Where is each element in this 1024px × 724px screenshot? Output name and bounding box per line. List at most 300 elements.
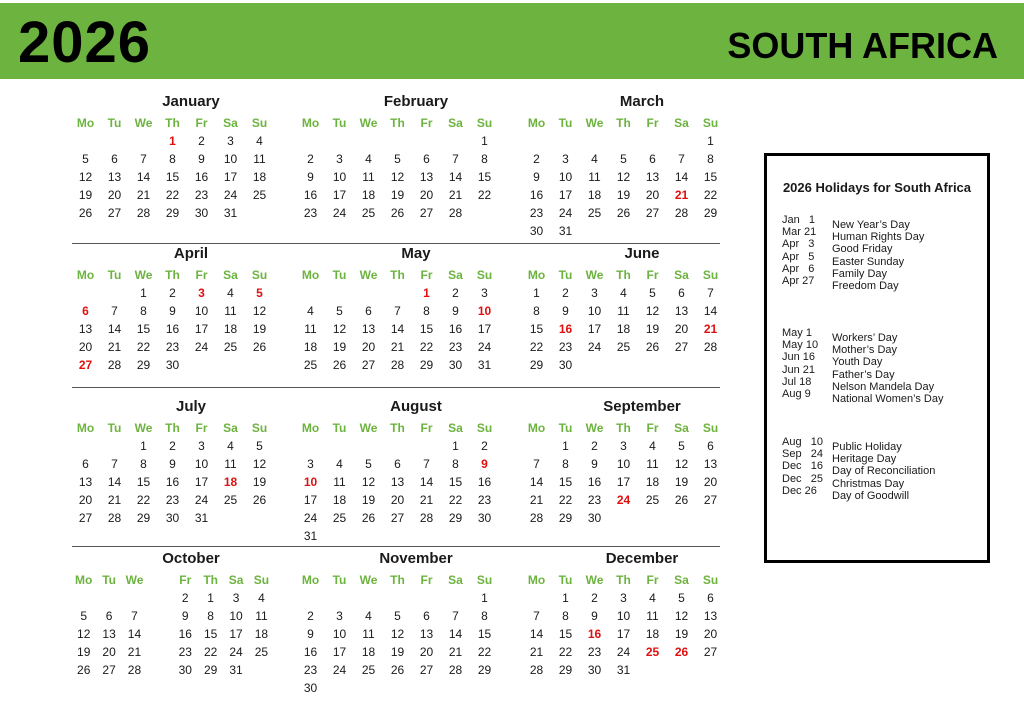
day-cell	[71, 437, 100, 455]
day-cell: 8	[452, 457, 459, 471]
day-cell: 7	[423, 457, 430, 471]
week-row	[71, 509, 287, 527]
day-cell: 15	[529, 322, 544, 336]
day-cell: 4	[256, 134, 263, 148]
day-cell: 14	[703, 304, 718, 318]
weekday-label: Mo	[76, 268, 95, 282]
weekday-label: Sa	[223, 268, 238, 282]
day-cell: 4	[365, 609, 372, 623]
day-cell: 19	[252, 322, 267, 336]
day-cell: 10	[332, 170, 347, 184]
day-cell: 23	[477, 493, 492, 507]
day-cell: 22	[448, 493, 463, 507]
holiday-name: Family Day	[832, 267, 888, 280]
day-cell	[609, 222, 638, 240]
day-cell: 30	[587, 511, 602, 525]
day-cell: 22	[558, 645, 573, 659]
day-cell: 26	[361, 511, 376, 525]
weekday-header	[296, 569, 512, 589]
day-cell: 16	[165, 322, 180, 336]
week-row	[71, 455, 287, 473]
holiday-row	[782, 214, 924, 231]
weekday-label: Su	[702, 573, 719, 587]
day-cell: 15	[419, 322, 434, 336]
day-cell	[245, 509, 274, 527]
day-cell: 12	[332, 322, 347, 336]
day-cell: 8	[562, 609, 569, 623]
week-row	[296, 473, 512, 491]
month-february	[296, 92, 512, 222]
day-cell: 5	[394, 609, 401, 623]
weekday-label: Th	[390, 421, 405, 435]
day-cell	[609, 509, 638, 527]
day-cell	[383, 284, 412, 302]
weekday-label: Su	[476, 268, 493, 282]
day-cell: 4	[649, 591, 656, 605]
day-cell: 17	[616, 627, 631, 641]
day-cell	[696, 222, 725, 240]
day-cell: 25	[645, 493, 660, 507]
day-cell	[522, 132, 551, 150]
row-divider	[72, 387, 720, 388]
holiday-day-cell: 25	[645, 645, 660, 659]
weekday-header	[522, 264, 738, 284]
day-cell: 9	[591, 457, 598, 471]
day-cell: 22	[136, 493, 151, 507]
day-cell: 23	[587, 493, 602, 507]
day-cell: 23	[587, 645, 602, 659]
day-cell: 2	[169, 439, 176, 453]
day-cell	[100, 284, 129, 302]
day-cell: 30	[165, 511, 180, 525]
day-cell: 17	[229, 627, 243, 641]
day-cell: 13	[78, 322, 93, 336]
day-cell: 25	[616, 340, 631, 354]
day-cell: 7	[452, 152, 459, 166]
day-cell: 10	[229, 609, 243, 623]
day-cell: 3	[227, 134, 234, 148]
day-cell: 28	[529, 663, 544, 677]
day-cell: 30	[448, 358, 463, 372]
day-cell: 12	[674, 457, 689, 471]
weekday-label: Th	[165, 268, 180, 282]
week-row	[71, 437, 287, 455]
day-cell: 21	[448, 188, 463, 202]
day-cell: 30	[178, 663, 192, 677]
weekday-label: Su	[702, 268, 719, 282]
day-cell: 6	[678, 286, 685, 300]
week-row	[296, 679, 512, 697]
day-cell: 18	[361, 645, 376, 659]
holiday-date: May 10	[782, 339, 819, 352]
weekday-header	[522, 112, 738, 132]
week-row	[296, 132, 512, 150]
week-row	[522, 284, 738, 302]
holiday-name: Freedom Day	[832, 279, 899, 292]
month-title: February	[383, 93, 449, 110]
day-cell: 19	[616, 188, 631, 202]
holiday-day-cell: 10	[303, 475, 318, 489]
day-cell: 2	[307, 609, 314, 623]
day-cell: 28	[448, 206, 463, 220]
day-cell: 25	[223, 340, 238, 354]
weekday-header	[522, 417, 738, 437]
day-cell: 28	[390, 358, 405, 372]
week-row	[71, 356, 287, 374]
day-cell: 17	[194, 475, 209, 489]
day-cell: 13	[703, 609, 718, 623]
day-cell: 13	[107, 170, 122, 184]
day-cell: 29	[477, 663, 492, 677]
day-cell: 10	[194, 457, 209, 471]
day-cell: 29	[136, 358, 151, 372]
day-cell: 4	[620, 286, 627, 300]
day-cell: 1	[452, 439, 459, 453]
day-cell: 1	[562, 439, 569, 453]
day-cell: 25	[361, 206, 376, 220]
holiday-group	[782, 327, 944, 405]
weekday-label: We	[359, 268, 378, 282]
holiday-name: Nelson Mandela Day	[832, 380, 935, 393]
holiday-name: Christmas Day	[832, 477, 905, 490]
day-cell	[609, 132, 638, 150]
day-cell: 10	[332, 627, 347, 641]
day-cell: 15	[477, 627, 492, 641]
day-cell: 12	[616, 170, 631, 184]
day-cell: 11	[253, 152, 266, 166]
week-row	[71, 150, 287, 168]
holiday-date: Dec 16	[782, 460, 823, 473]
weekday-header	[296, 417, 512, 437]
day-cell: 28	[674, 206, 689, 220]
weekday-label: We	[134, 421, 153, 435]
weekday-label: Mo	[301, 116, 320, 130]
day-cell	[470, 679, 499, 697]
day-cell: 12	[361, 475, 376, 489]
day-cell: 24	[303, 511, 318, 525]
day-cell	[412, 679, 441, 697]
week-row	[296, 204, 512, 222]
day-cell: 20	[78, 340, 93, 354]
day-cell: 30	[587, 663, 602, 677]
day-cell: 29	[448, 511, 463, 525]
week-row	[71, 607, 287, 625]
month-title: November	[379, 550, 453, 567]
week-row	[522, 132, 738, 150]
week-row	[296, 589, 512, 607]
day-cell: 3	[336, 609, 343, 623]
day-cell: 8	[423, 304, 430, 318]
weekday-label: We	[585, 268, 604, 282]
day-cell: 8	[140, 304, 147, 318]
day-cell: 17	[616, 475, 631, 489]
day-cell: 27	[107, 206, 122, 220]
week-row	[522, 625, 738, 643]
day-cell: 3	[481, 286, 488, 300]
day-cell: 15	[703, 170, 718, 184]
holiday-date: Apr 3	[782, 238, 815, 251]
holiday-day-cell: 9	[481, 457, 488, 471]
day-cell: 27	[645, 206, 660, 220]
month-title: December	[605, 550, 679, 567]
day-cell: 9	[452, 304, 459, 318]
day-cell: 30	[165, 358, 180, 372]
day-cell: 1	[533, 286, 540, 300]
week-row	[522, 222, 738, 240]
day-cell	[412, 132, 441, 150]
day-cell	[412, 437, 441, 455]
day-cell: 15	[477, 170, 492, 184]
day-cell: 10	[616, 609, 631, 623]
day-cell: 16	[303, 188, 318, 202]
day-cell: 1	[707, 134, 714, 148]
day-cell	[383, 437, 412, 455]
row-divider	[72, 243, 720, 244]
week-row	[71, 132, 287, 150]
day-cell: 4	[365, 152, 372, 166]
day-cell: 28	[419, 511, 434, 525]
holiday-day-cell: 16	[587, 627, 602, 641]
day-cell: 28	[107, 358, 122, 372]
day-cell: 13	[419, 170, 434, 184]
day-cell	[383, 527, 412, 545]
day-cell	[354, 437, 383, 455]
holiday-day-cell: 26	[674, 645, 689, 659]
holiday-day-cell: 1	[423, 286, 430, 300]
day-cell	[638, 661, 667, 679]
day-cell: 17	[194, 322, 209, 336]
day-cell: 13	[674, 304, 689, 318]
day-cell: 21	[448, 645, 463, 659]
day-cell: 7	[678, 152, 685, 166]
month-january	[71, 92, 287, 222]
day-cell: 31	[223, 206, 238, 220]
header-banner	[0, 3, 1024, 79]
day-cell: 4	[227, 286, 234, 300]
holiday-date: May 1	[782, 327, 812, 339]
day-cell: 3	[336, 152, 343, 166]
week-row	[296, 168, 512, 186]
weekday-label: We	[585, 116, 604, 130]
day-cell: 28	[703, 340, 718, 354]
day-cell: 12	[252, 457, 267, 471]
week-row	[522, 455, 738, 473]
day-cell: 20	[390, 493, 405, 507]
weekday-label: Sa	[674, 116, 689, 130]
holiday-date: Dec 25	[782, 472, 823, 485]
day-cell: 6	[365, 304, 372, 318]
weekday-label: Fr	[195, 421, 208, 435]
day-cell: 29	[558, 663, 573, 677]
holiday-date: Apr 6	[782, 262, 815, 275]
day-cell: 11	[617, 304, 630, 318]
day-cell: 21	[529, 493, 544, 507]
day-cell	[638, 509, 667, 527]
weekday-label: Sa	[674, 268, 689, 282]
day-cell: 13	[78, 475, 93, 489]
day-cell: 22	[477, 645, 492, 659]
day-cell: 24	[223, 188, 238, 202]
day-cell: 8	[481, 609, 488, 623]
day-cell: 24	[332, 663, 347, 677]
day-cell: 24	[229, 645, 243, 659]
day-cell: 30	[303, 681, 318, 695]
day-cell: 31	[194, 511, 209, 525]
day-cell: 15	[136, 322, 151, 336]
day-cell: 28	[448, 663, 463, 677]
weekday-label: Su	[702, 116, 719, 130]
weekday-label: Th	[390, 268, 405, 282]
holiday-day-cell: 1	[169, 134, 176, 148]
day-cell: 19	[78, 188, 93, 202]
country-title: SOUTH AFRICA	[727, 25, 998, 66]
day-cell: 1	[562, 591, 569, 605]
month-march	[522, 92, 738, 240]
week-row	[522, 356, 738, 374]
day-cell: 16	[587, 475, 602, 489]
weekday-label: Tu	[332, 268, 347, 282]
week-row	[296, 643, 512, 661]
day-cell: 30	[529, 224, 544, 238]
weekday-header	[71, 112, 287, 132]
day-cell	[522, 589, 551, 607]
holiday-name: National Women’s Day	[832, 392, 944, 405]
day-cell: 16	[448, 322, 463, 336]
day-cell: 23	[558, 340, 573, 354]
day-cell: 19	[674, 475, 689, 489]
weekday-label	[147, 569, 172, 589]
day-cell: 10	[616, 457, 631, 471]
day-cell: 29	[558, 511, 573, 525]
week-row	[296, 302, 512, 320]
weekday-label: Tu	[332, 116, 347, 130]
week-row	[522, 589, 738, 607]
weekday-label: We	[125, 573, 144, 587]
day-cell: 7	[140, 152, 147, 166]
day-cell	[667, 356, 696, 374]
holiday-row	[782, 436, 935, 453]
day-cell: 18	[645, 475, 660, 489]
day-cell: 25	[223, 493, 238, 507]
day-cell: 16	[529, 188, 544, 202]
day-cell: 27	[78, 511, 93, 525]
day-cell: 5	[678, 591, 685, 605]
holiday-date: Jun 16	[782, 351, 816, 364]
weekday-label: Sa	[223, 116, 238, 130]
holiday-day-cell: 21	[703, 322, 718, 336]
day-cell: 18	[645, 627, 660, 641]
weekday-label: Th	[165, 421, 180, 435]
weekday-header	[71, 569, 287, 589]
day-cell: 26	[78, 206, 93, 220]
weekday-label: Sa	[448, 116, 463, 130]
day-cell: 8	[533, 304, 540, 318]
day-cell: 23	[165, 340, 180, 354]
day-cell	[296, 437, 325, 455]
day-cell: 21	[107, 493, 122, 507]
day-cell: 19	[645, 322, 660, 336]
day-cell: 17	[332, 645, 347, 659]
week-row	[522, 491, 738, 509]
weekday-label: Mo	[75, 573, 93, 587]
holiday-name: Father’s Day	[832, 368, 895, 381]
day-cell: 29	[136, 511, 151, 525]
weekday-label: Sa	[448, 421, 463, 435]
day-cell: 7	[131, 609, 138, 623]
holiday-day-cell: 3	[198, 286, 205, 300]
day-cell: 25	[587, 206, 602, 220]
day-cell: 13	[361, 322, 376, 336]
holiday-name: Good Friday	[832, 243, 893, 256]
weekday-label: Fr	[195, 268, 208, 282]
day-cell: 17	[558, 188, 573, 202]
day-cell	[100, 437, 129, 455]
day-cell: 22	[165, 188, 180, 202]
day-cell: 14	[136, 170, 151, 184]
day-cell: 22	[477, 188, 492, 202]
day-cell: 19	[674, 627, 689, 641]
day-cell: 15	[203, 627, 218, 641]
day-cell: 20	[674, 322, 689, 336]
day-cell	[667, 132, 696, 150]
weekday-label: Th	[390, 573, 405, 587]
weekday-label: Fr	[420, 116, 433, 130]
weekday-label: Mo	[301, 421, 320, 435]
holiday-day-cell: 6	[82, 304, 89, 318]
week-row	[522, 168, 738, 186]
day-cell: 18	[332, 493, 347, 507]
day-cell: 6	[707, 439, 714, 453]
weekday-label: Th	[616, 573, 631, 587]
month-title: July	[175, 398, 206, 415]
day-cell: 15	[136, 475, 151, 489]
day-cell	[71, 589, 96, 607]
day-cell: 5	[80, 609, 88, 623]
day-cell: 8	[207, 609, 214, 623]
day-cell: 11	[333, 475, 346, 489]
day-cell: 15	[448, 475, 463, 489]
day-cell	[325, 132, 354, 150]
day-cell: 23	[194, 188, 209, 202]
day-cell: 20	[419, 645, 434, 659]
weekday-label: Fr	[195, 116, 208, 130]
holiday-name: Easter Sunday	[832, 255, 905, 268]
day-cell: 3	[620, 591, 627, 605]
day-cell: 16	[303, 645, 318, 659]
weekday-label: Sa	[448, 573, 463, 587]
day-cell	[696, 661, 725, 679]
day-cell: 27	[419, 206, 434, 220]
weekday-label: Th	[203, 573, 218, 587]
day-cell: 19	[252, 475, 267, 489]
day-cell: 26	[674, 493, 689, 507]
day-cell	[580, 222, 609, 240]
weekday-label: Su	[702, 421, 719, 435]
holiday-day-cell: 21	[674, 188, 689, 202]
day-cell: 13	[419, 627, 434, 641]
day-cell: 11	[362, 170, 375, 184]
week-row	[71, 338, 287, 356]
weekday-label: Tu	[558, 268, 573, 282]
month-october	[71, 549, 287, 679]
day-cell: 14	[674, 170, 689, 184]
holidays-panel-title: 2026 Holidays for South Africa	[782, 180, 972, 195]
week-row	[522, 643, 738, 661]
day-cell: 27	[102, 663, 116, 677]
day-cell: 14	[107, 475, 122, 489]
weekday-label: Su	[476, 573, 493, 587]
day-cell	[296, 284, 325, 302]
